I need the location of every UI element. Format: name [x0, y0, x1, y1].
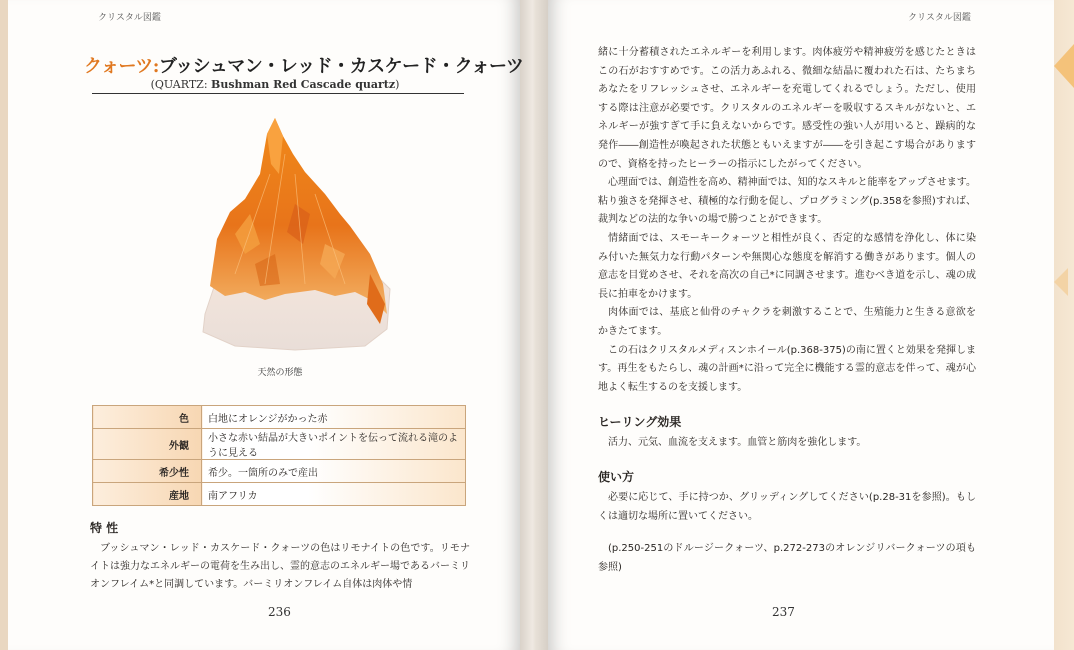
section-heading-usage: 使い方	[598, 470, 635, 485]
paragraph-emotional: 情緒面では、スモーキークォーツと相性が良く、否定的な感情を浄化し、体に染み付いた無気力な行動パターンや無関心な態度を解消する働きがあります。個人の意志を目覚めさせ、それを高次の自己*に同調させます。進むべき道を示し、魂の成長に拍車をかけます。	[598, 232, 976, 300]
thumb-index-tab	[1054, 44, 1074, 88]
property-key: 色	[93, 406, 202, 429]
paragraph-continuation: 緒に十分蓄積されたエネルギーを利用します。肉体疲労や精神疲労を感じたときはこの石がおすすめです。この活力あふれる、微細な結晶に覆われた石は、たちまちあなたをリフレッシュさせ、エネルギーを充電してくれるでしょう。ただし、使用する際は注意が必要です。クリスタルのエネルギーを吸収するスキルがないと、エネルギーが強すぎて手に負えないからです。感受性の強い人が用いると、躁病的な発作――創造性が喚起された状態ともいえますが――を引き起こす場合がありますので、資格を持ったヒーラーの指示にしたがってください。	[598, 47, 976, 170]
property-value: 希少。一箇所のみで産出	[202, 460, 466, 483]
right-page-text	[598, 44, 976, 577]
section-heading-properties: 特 性	[90, 521, 119, 535]
page-number-right: 237	[772, 605, 795, 619]
section-heading-healing: ヒーリング効果	[598, 415, 682, 430]
page-number-left: 236	[268, 605, 291, 619]
property-key: 産地	[93, 483, 202, 506]
property-value: 南アフリカ	[202, 483, 466, 506]
subtitle-suffix: )	[395, 78, 400, 91]
title-name: ブッシュマン・レッド・カスケード・クォーツ	[158, 56, 524, 77]
property-row	[93, 429, 466, 460]
property-row	[93, 483, 466, 506]
running-head-right: クリスタル図鑑	[908, 13, 971, 23]
image-caption: 天然の形態	[257, 368, 303, 378]
paragraph-physical: 肉体面では、基底と仙骨のチャクラを刺激することで、生殖能力と生きる意欲をかきたてます。	[598, 307, 976, 337]
running-head-left: クリスタル図鑑	[98, 13, 161, 23]
properties-text: ブッシュマン・レッド・カスケード・クォーツの色はリモナイトの色です。リモナイトは強力なエネルギーの電荷を生み出し、霊的意志のエネルギー場であるバーミリオンフレイム*と同調しています。バーミリオンフレイム自体は肉体や情	[90, 543, 470, 590]
property-row	[93, 460, 466, 483]
title-kind: クォーツ:	[84, 56, 159, 77]
subtitle-prefix: (QUARTZ:	[150, 78, 212, 91]
reference-note: (p.250-251のドルージークォーツ、p.272-273のオレンジリバークォーツの項も参照)	[598, 543, 976, 573]
entry-title	[84, 52, 524, 78]
property-key: 外観	[93, 429, 202, 460]
subtitle-name: Bushman Red Cascade quartz	[211, 78, 396, 91]
entry-subtitle	[84, 78, 466, 91]
paragraph-medicine-wheel: この石はクリスタルメディスンホイール(p.368-375)の南に置くと効果を発揮します。再生をもたらし、魂の計画*に沿って完全に機能する霊的意志を伴って、魂が心地よく転生するのを支援します。	[598, 344, 976, 393]
page-edge-left	[0, 0, 8, 650]
property-key: 希少性	[93, 460, 202, 483]
thumb-index-tab-secondary	[1054, 268, 1068, 296]
property-value: 白地にオレンジがかった赤	[202, 406, 466, 429]
usage-text: 必要に応じて、手に持つか、グリッディングしてください(p.28-31を参照)。もしくは適切な場所に置いてください。	[598, 492, 976, 522]
healing-text: 活力、元気、血流を支えます。血管と筋肉を強化します。	[608, 436, 867, 448]
crystal-photo	[175, 114, 405, 354]
property-row	[93, 406, 466, 429]
title-divider	[92, 93, 464, 94]
properties-table	[92, 405, 466, 506]
page-edge-right	[1054, 0, 1074, 650]
paragraph-psychological: 心理面では、創造性を高め、精神面では、知的なスキルと能率をアップさせます。粘り強さを発揮させ、積極的な行動を促し、プログラミング(p.358を参照)すれば、裁判などの法的な争いの場で勝つことができます。	[598, 177, 976, 226]
book-gutter	[520, 0, 548, 650]
property-value: 小さな赤い結晶が大きいポイントを伝って流れる滝のように見える	[202, 429, 466, 460]
